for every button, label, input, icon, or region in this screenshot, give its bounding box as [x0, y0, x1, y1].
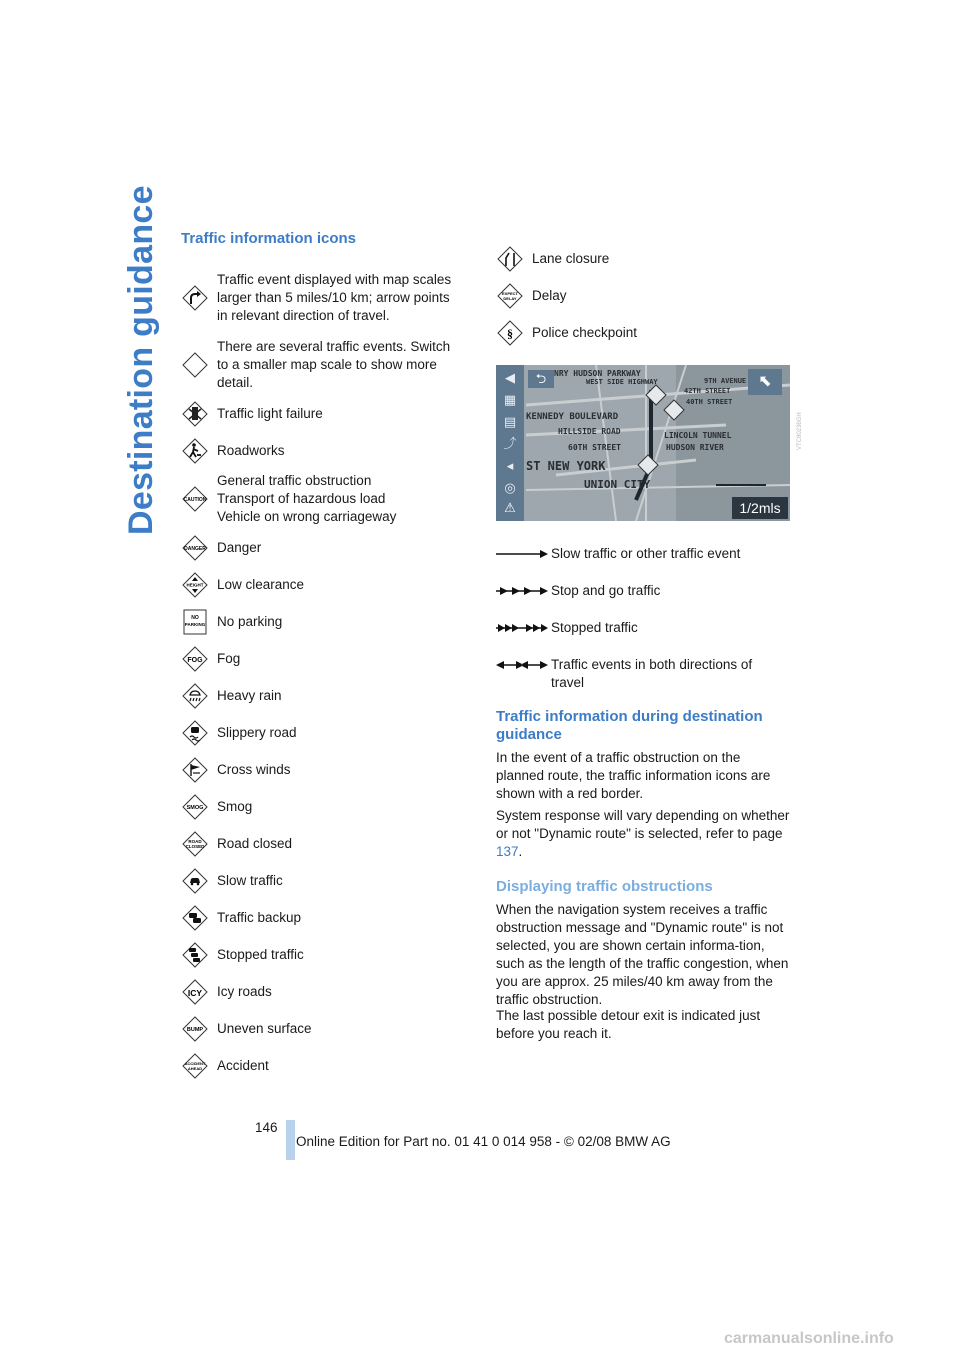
volume-icon[interactable]: ◀: [505, 370, 515, 385]
caution-icon: [181, 485, 209, 513]
traffic-icons-heading: Traffic information icons: [181, 230, 357, 247]
street-label: NRY HUDSON PARKWAY: [554, 369, 641, 378]
stop-go-line-icon: [496, 582, 548, 600]
icon-text: FOG: [187, 656, 203, 664]
list-item-label: Traffic backup: [217, 909, 302, 925]
image-code: VTC80236GH: [797, 412, 803, 450]
street-label: UNION CITY: [584, 478, 651, 491]
fog-icon: [181, 645, 209, 673]
list-item: [181, 751, 456, 788]
list-item: [181, 1010, 456, 1047]
list-item: [181, 825, 456, 862]
street-label: KENNEDY BOULEVARD: [526, 412, 619, 422]
street-label: 42TH STREET: [684, 387, 731, 395]
list-item-label: General traffic obstruction Transport of hazardous load Vehicle on wrong carriageway: [217, 473, 397, 524]
list-item-label: Low clearance: [217, 576, 305, 592]
list-item: [496, 314, 796, 351]
watermark: carmanualsonline.info: [724, 1330, 894, 1347]
list-item-label: Stop and go traffic: [551, 583, 661, 598]
heavy-rain-icon: [181, 682, 209, 710]
traffic-icon-list-right: [496, 240, 796, 351]
stopped-line-icon: [496, 619, 548, 637]
height-icon: [181, 571, 209, 599]
list-item-label: Cross winds: [217, 761, 291, 777]
guidance-text-end: .: [518, 844, 523, 859]
empty-diamond-icon: [181, 351, 209, 379]
street-label: HUDSON RIVER: [666, 443, 724, 452]
direction-icon[interactable]: ◂: [506, 458, 514, 473]
street-label: HILLSIDE ROAD: [558, 427, 621, 436]
back-arrow-icon[interactable]: ⮌: [528, 370, 554, 388]
list-item-label: Traffic light failure: [217, 405, 323, 421]
street-label: ST NEW YORK: [526, 459, 606, 473]
north-arrow-icon[interactable]: ⬉: [748, 369, 782, 395]
list-item-label: Accident: [217, 1057, 269, 1073]
list-item: [181, 469, 456, 529]
guidance-text: System response will vary depending on whether or not "Dynamic route" is selected, refer to page: [496, 808, 790, 841]
list-item-label: Uneven surface: [217, 1020, 312, 1036]
list-item-label: Road closed: [217, 835, 293, 851]
list-item: [496, 240, 796, 277]
road-closed-icon: [181, 830, 209, 858]
map-scale[interactable]: 1/2mls: [732, 497, 788, 519]
cross-winds-icon: [181, 756, 209, 784]
split-screen-icon[interactable]: ▤: [503, 414, 517, 429]
street-label: 40TH STREET: [686, 398, 733, 406]
lane-closure-icon: [496, 245, 524, 273]
accident-icon: [181, 1052, 209, 1080]
icon-text: BUMP: [186, 1026, 204, 1033]
no-parking-icon: [181, 608, 209, 636]
list-item: [181, 603, 456, 640]
icon-text: CLOSED: [185, 843, 205, 849]
icy-roads-icon: [181, 978, 209, 1006]
list-item: [181, 973, 456, 1010]
map-view-icon[interactable]: ▦: [503, 392, 517, 407]
traffic-icon-list: [181, 261, 456, 1084]
list-item-label: No parking: [217, 613, 283, 629]
list-item: [181, 395, 456, 432]
list-item-label: Roadworks: [217, 442, 285, 458]
list-item-label: Traffic events in both directions of travel: [551, 657, 753, 690]
icon-text: AHEAD: [187, 1065, 203, 1071]
navigation-map-image: [496, 365, 790, 521]
icon-text: PARKING: [184, 621, 206, 627]
bump-icon: [181, 1015, 209, 1043]
route-guidance-icon[interactable]: ⤴: [503, 436, 517, 451]
list-item: [181, 862, 456, 899]
list-item: [496, 656, 786, 704]
danger-icon: [181, 534, 209, 562]
traffic-info-icon[interactable]: ◎: [504, 480, 516, 495]
smog-icon: [181, 793, 209, 821]
list-item: [181, 335, 456, 395]
list-item-label: Fog: [217, 650, 241, 666]
warning-icon: ⚠: [504, 500, 516, 515]
icon-text: ACCIDENT: [184, 1060, 206, 1066]
obstructions-paragraph-2: The last possible detour exit is indicated just before you reach it.: [496, 1008, 761, 1041]
list-item-label: Slow traffic or other traffic event: [551, 546, 741, 561]
list-item-label: Heavy rain: [217, 687, 282, 703]
police-checkpoint-icon: [496, 319, 524, 347]
edition-footer: Online Edition for Part no. 01 41 0 014 958 - © 02/08 BMW AG: [296, 1134, 671, 1149]
street-label: WEST SIDE HIGHWAY: [586, 378, 658, 386]
delay-icon: [496, 282, 524, 310]
traffic-line-legend: [496, 545, 786, 704]
guidance-paragraph: In the event of a traffic obstruction on the planned route, the traffic information icons are shown with a red border.: [496, 750, 771, 801]
list-item: [181, 677, 456, 714]
list-item: [181, 566, 456, 603]
list-item-label: Traffic event displayed with map scales larger than 5 miles/10 km; arrow points in relevant direction of travel.: [217, 272, 452, 323]
list-item-label: Police checkpoint: [532, 324, 638, 340]
list-item: [181, 1047, 456, 1084]
slow-traffic-line-icon: [496, 545, 548, 563]
list-item-label: Danger: [217, 539, 262, 555]
list-item-label: Lane closure: [532, 250, 610, 266]
icon-text: EXPECT: [501, 290, 519, 296]
list-item-label: There are several traffic events. Switch to a smaller map scale to show more detail.: [217, 339, 451, 390]
list-item-label: Delay: [532, 287, 567, 303]
street-label: 9TH AVENUE: [704, 377, 747, 385]
icon-text: NO: [191, 614, 199, 621]
list-item: [496, 277, 796, 314]
list-item: [181, 432, 456, 469]
icon-text: ICY: [187, 987, 203, 998]
list-item: [181, 788, 456, 825]
page-reference-link[interactable]: 137: [496, 844, 519, 859]
list-item-label: Smog: [217, 798, 253, 814]
direction-arrow-icon: [181, 284, 209, 312]
footer-accent-bar: [286, 1120, 295, 1160]
list-item: [181, 714, 456, 751]
list-item: [496, 619, 786, 656]
side-section-title: Destination guidance: [122, 185, 160, 535]
street-label: LINCOLN TUNNEL: [664, 431, 732, 440]
list-item: [181, 640, 456, 677]
list-item: [496, 545, 786, 582]
list-item-label: Slow traffic: [217, 872, 283, 888]
list-item-label: Slippery road: [217, 724, 297, 740]
list-item: [181, 529, 456, 566]
icon-text: HEIGHT: [186, 582, 204, 587]
obstructions-paragraph: When the navigation system receives a traffic obstruction message and "Dynamic route" is not selected, you are shown certain informa-tion, such as the length of the traffic congestion, when you are approx. 25 miles/40 km away from the traffic obstruction.: [496, 902, 789, 1007]
list-item-label: Stopped traffic: [217, 946, 304, 962]
both-directions-line-icon: [496, 656, 548, 674]
obstructions-heading: Displaying traffic obstructions: [496, 878, 713, 895]
traffic-light-failure-icon: [181, 400, 209, 428]
page-number: 146: [255, 1120, 278, 1135]
icon-text: DANGER: [184, 545, 206, 552]
guidance-paragraph-2: [496, 807, 792, 861]
street-label: 60TH STREET: [568, 443, 621, 452]
stopped-traffic-icon: [181, 941, 209, 969]
icon-text: §: [507, 326, 513, 340]
list-item: [181, 899, 456, 936]
icon-text: SMOG: [186, 804, 204, 811]
list-item-label: Icy roads: [217, 983, 272, 999]
guidance-heading: Traffic information during destination guidance: [496, 708, 763, 743]
icon-text: ROAD: [188, 838, 202, 844]
slippery-road-icon: [181, 719, 209, 747]
slow-traffic-icon: [181, 867, 209, 895]
roadworks-icon: [181, 437, 209, 465]
icon-text: CAUTION: [183, 497, 207, 503]
traffic-backup-icon: [181, 904, 209, 932]
list-item-label: Stopped traffic: [551, 620, 638, 635]
list-item: [496, 582, 786, 619]
list-item: [181, 261, 456, 335]
list-item: [181, 936, 456, 973]
icon-text: DELAY: [503, 295, 517, 301]
